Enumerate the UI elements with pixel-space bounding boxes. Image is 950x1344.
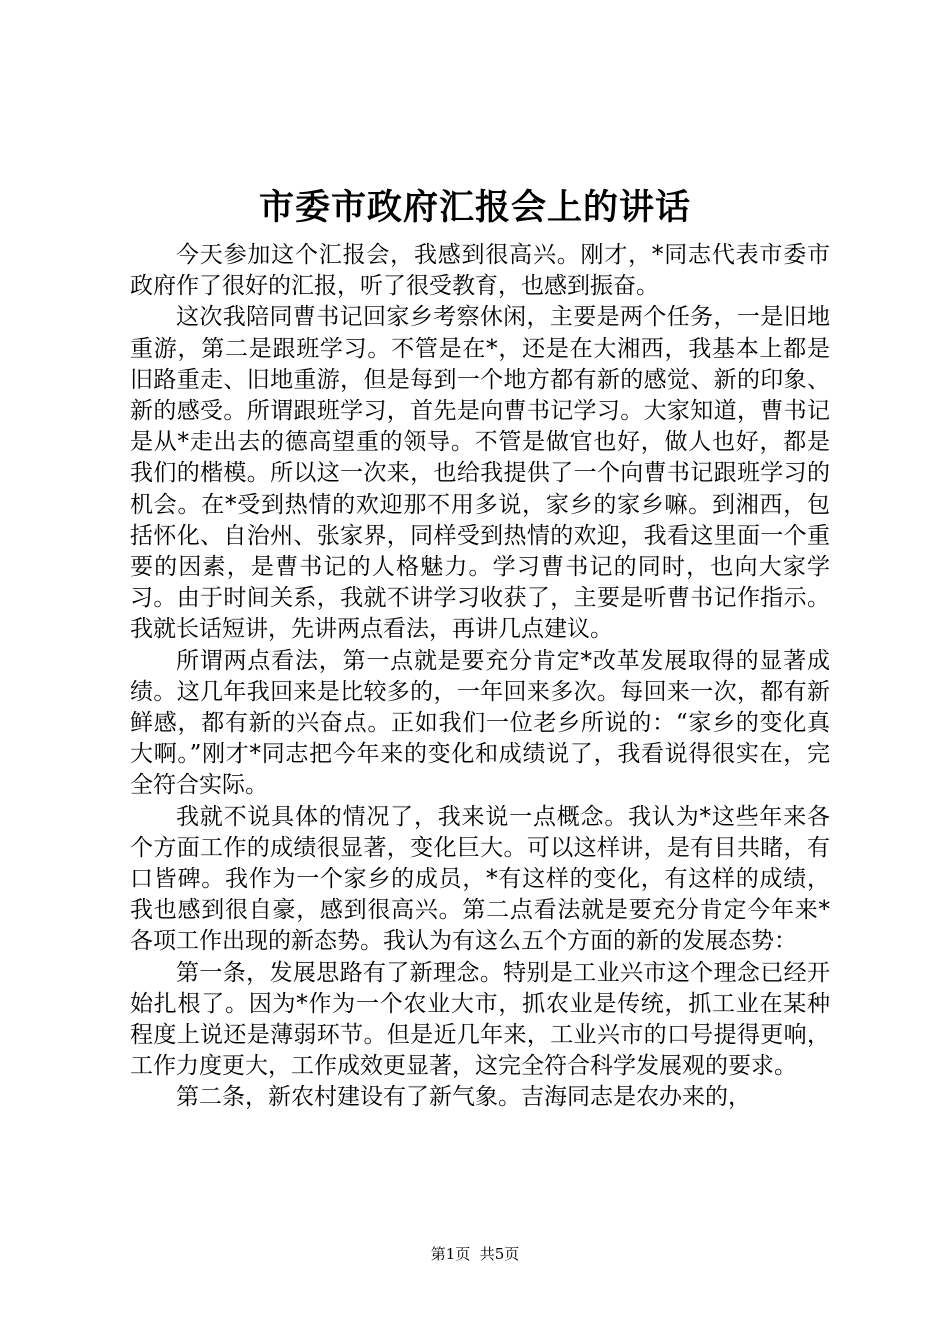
document-body [130,240,830,1114]
paragraph-2: 这次我陪同曹书记回家乡考察休闲，主要是两个任务，一是旧地重游，第二是跟班学习。不管是在*，还是在大湘西，我基本上都是旧路重走、旧地重游，但是每到一个地方都有新的感觉、新的印象、新的感受。所谓跟班学习，首先是向曹书记学习。大家知道，曹书记是从*走出去的德高望重的领导。不管是做官也好，做人也好，都是我们的楷模。所以这一次来，也给我提供了一个向曹书记跟班学习的机会。在*受到热情的欢迎那不用多说，家乡的家乡嘛。到湘西，包括怀化、自治州、张家界，同样受到热情的欢迎，我看这里面一个重要的因素，是曹书记的人格魅力。学习曹书记的同时，也向大家学习。由于时间关系，我就不讲学习收获了，主要是听曹书记作指示。我就长话短讲，先讲两点看法，再讲几点建议。 [130,304,830,643]
paragraph-1: 今天参加这个汇报会，我感到很高兴。刚才，*同志代表市委市政府作了很好的汇报，听了很受教育，也感到振奋。 [130,242,830,300]
page-number-footer: 第1页 共5页 [430,1245,520,1263]
document-title: 市委市政府汇报会上的讲话 [258,187,691,228]
paragraph-3: 所谓两点看法，第一点就是要充分肯定*改革发展取得的显著成绩。这几年我回来是比较多的，一年回来多次。每回来一次，都有新鲜感，都有新的兴奋点。正如我们一位老乡所说的：“家乡的变化真大啊。”刚才*同志把今年来的变化和成绩说了，我看说得很实在，完全符合实际。 [130,647,830,799]
paragraph-6: 第二条，新农村建设有了新气象。吉海同志是农办来的， [176,1084,751,1111]
paragraph-4: 我就不说具体的情况了，我来说一点概念。我认为*这些年来各个方面工作的成绩很显著，变化巨大。可以这样讲，是有目共睹，有口皆碑。我作为一个家乡的成员，*有这样的变化，有这样的成绩，我也感到很自豪，感到很高兴。第二点看法就是要充分肯定今年来*各项工作出现的新态势。我认为有这么五个方面的新的发展态势： [130,803,830,955]
paragraph-5: 第一条，发展思路有了新理念。特别是工业兴市这个理念已经开始扎根了。因为*作为一个农业大市，抓农业是传统，抓工业在某种程度上说还是薄弱环节。但是近几年来，工业兴市的口号提得更响，工作力度更大，工作成效更显著，这完全符合科学发展观的要求。 [130,959,830,1080]
